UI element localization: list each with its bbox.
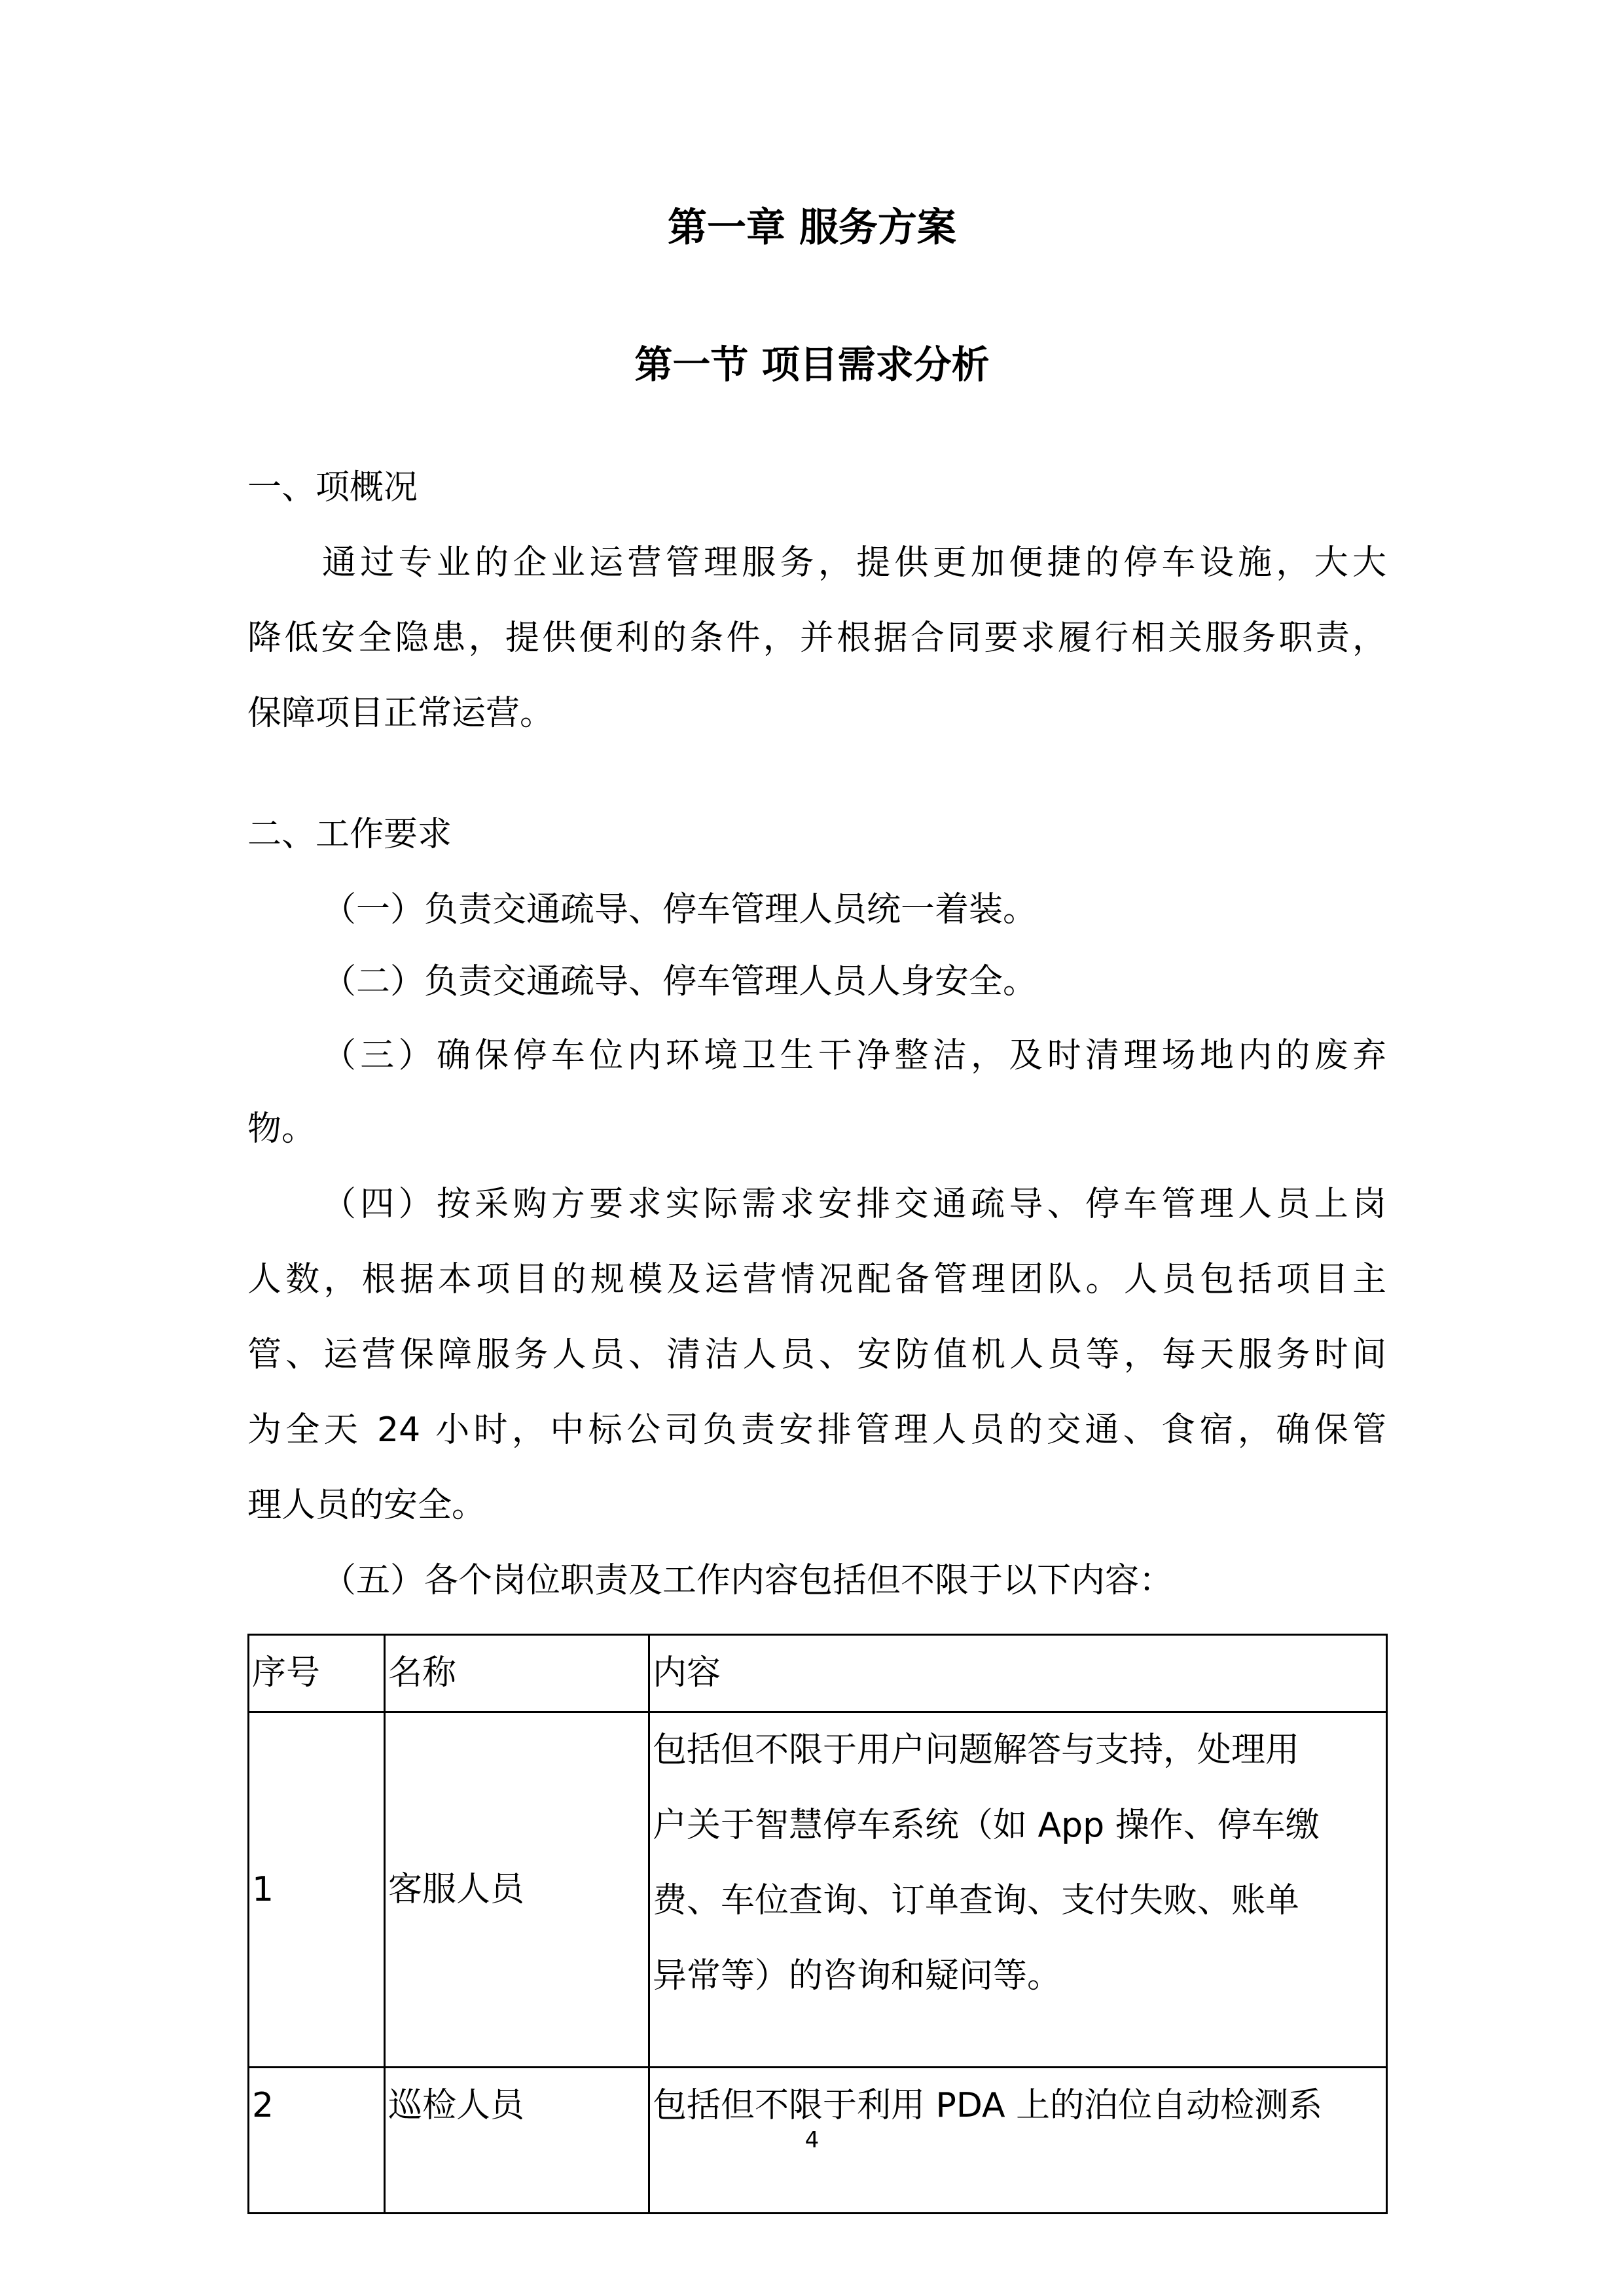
cell-name: 客服人员: [385, 1712, 649, 2068]
requirement-item-5: （五）各个岗位职责及工作内容包括但不限于以下内容：: [322, 1561, 1174, 1600]
cell-content: [649, 1712, 1387, 2068]
requirement-item-2: （二）负责交通疏导、停车管理人员人身安全。: [322, 962, 1038, 1001]
content-line: 包括但不限于用户问题解答与支持，处理用: [653, 1731, 1300, 1770]
part2-heading: 二、工作要求: [247, 815, 452, 854]
requirement-item-4-cont: 人数，根据本项目的规模及运营情况配备管理团队。人员包括项目主: [247, 1260, 1386, 1299]
part1-paragraph-line: 通过专业的企业运营管理服务，提供更加便捷的停车设施，大大: [322, 543, 1386, 583]
requirement-item-3-cont: 物。: [247, 1109, 316, 1149]
header-no: 序号: [249, 1635, 385, 1712]
content-line: 户关于智慧停车系统（如 App 操作、停车缴: [653, 1806, 1320, 1845]
requirement-item-4-cont: 管、运营保障服务人员、清洁人员、安防值机人员等，每天服务时间: [247, 1335, 1386, 1374]
header-content: 内容: [649, 1635, 1387, 1712]
content-line: 包括但不限于利用 PDA 上的泊位自动检测系: [653, 2086, 1323, 2125]
header-name: 名称: [385, 1635, 649, 1712]
table-row: [249, 1712, 1387, 2068]
cell-no: 1: [249, 1712, 385, 2068]
cell-no: 2: [249, 2068, 385, 2214]
content-line: 费、车位查询、订单查询、支付失败、账单: [653, 1881, 1300, 1920]
requirement-item-4-cont: 为全天 24 小时，中标公司负责安排管理人员的交通、食宿，确保管: [247, 1410, 1386, 1450]
section-title: 第一节 项目需求分析: [634, 342, 990, 387]
content-line: 异常等）的咨询和疑问等。: [653, 1956, 1062, 1996]
requirement-item-4: （四）按采购方要求实际需求安排交通疏导、停车管理人员上岗: [322, 1185, 1386, 1224]
part1-paragraph-line: 保障项目正常运营。: [247, 694, 554, 733]
table-header-row: [249, 1635, 1387, 1712]
page-number: 4: [804, 2127, 820, 2153]
part1-heading: 一、项概况: [247, 468, 418, 507]
part1-paragraph-line: 降低安全隐患，提供便利的条件，并根据合同要求履行相关服务职责，: [247, 619, 1386, 658]
requirement-item-1: （一）负责交通疏导、停车管理人员统一着装。: [322, 890, 1038, 929]
cell-name: 巡检人员: [385, 2068, 649, 2214]
requirement-item-3: （三）确保停车位内环境卫生干净整洁，及时清理场地内的废弃: [322, 1036, 1386, 1075]
requirement-item-4-cont: 理人员的安全。: [247, 1486, 486, 1525]
chapter-title: 第一章 服务方案: [668, 205, 956, 251]
